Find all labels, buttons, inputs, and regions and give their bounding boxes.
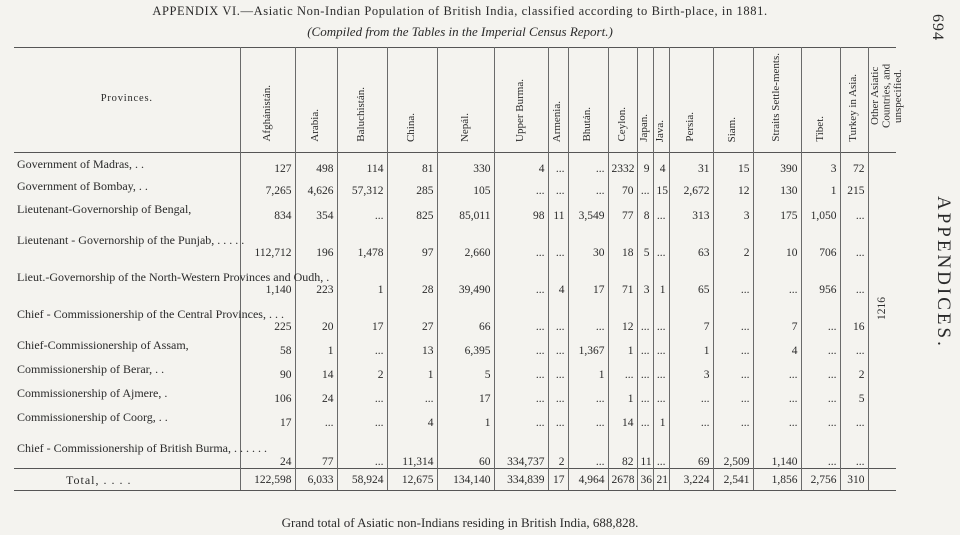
table-cell: ...: [753, 381, 801, 405]
table-cell: 6,395: [437, 333, 494, 357]
table-cell: 215: [840, 175, 868, 197]
table-cell: ...: [337, 333, 387, 357]
province-name: Government of Bombay, . .: [17, 178, 148, 193]
table-cell: 17: [240, 405, 295, 429]
table-cell: 7: [669, 296, 713, 333]
table-cell: 3: [637, 259, 653, 296]
table-cell: ...: [840, 333, 868, 357]
column-header: Nepál.: [437, 48, 494, 153]
table-cell: ...: [548, 175, 568, 197]
table-cell: 1: [653, 259, 669, 296]
table-row: [14, 357, 896, 381]
table-cell: 2: [713, 222, 753, 259]
page-title: APPENDIX VI.—Asiatic Non-Indian Population of British India, classified according to Birth-place, in 1881.: [152, 4, 768, 18]
table-cell: 1: [801, 175, 840, 197]
page-subtitle: (Compiled from the Tables in the Imperial Census Report.): [307, 24, 613, 39]
province-name: Commissionership of Berar, . .: [17, 361, 165, 376]
province-name: Commissionership of Ajmere, .: [17, 385, 168, 400]
table-cell: ...: [568, 153, 608, 175]
table-cell: 90: [240, 357, 295, 381]
table-cell: ...: [753, 357, 801, 381]
table-cell: ...: [568, 296, 608, 333]
table-cell: ...: [608, 357, 637, 381]
total-cell: 122,598: [240, 469, 295, 491]
table-cell: ...: [653, 197, 669, 222]
column-header: Persia.: [669, 48, 713, 153]
column-header: Upper Burma.: [494, 48, 548, 153]
table-cell: ...: [387, 381, 437, 405]
table-cell: 65: [669, 259, 713, 296]
table-cell: 15: [653, 175, 669, 197]
table-cell: ...: [840, 429, 868, 469]
table-cell: ...: [653, 222, 669, 259]
table-cell: 330: [437, 153, 494, 175]
table-cell: ...: [713, 381, 753, 405]
column-header: Ceylon.: [608, 48, 637, 153]
table-cell: 1,478: [337, 222, 387, 259]
provinces-header: Provinces.: [100, 92, 153, 104]
table-cell: 71: [608, 259, 637, 296]
table-cell: 31: [669, 153, 713, 175]
table-row: [14, 405, 896, 429]
table-cell: 14: [295, 357, 337, 381]
table-cell: 834: [240, 197, 295, 222]
table-cell: 11: [548, 197, 568, 222]
total-cell: 6,033: [295, 469, 337, 491]
table-cell: ...: [801, 381, 840, 405]
table-cell: ...: [840, 197, 868, 222]
other-countries-cell: 1216: [868, 153, 896, 469]
total-cell: 3,224: [669, 469, 713, 491]
table-cell: ...: [713, 296, 753, 333]
column-header: Other Asiatic Countries, and unspecified.: [868, 48, 896, 153]
table-cell: ...: [568, 175, 608, 197]
table-cell: 3: [669, 357, 713, 381]
table-cell: 14: [608, 405, 637, 429]
table-cell: 223: [295, 259, 337, 296]
table-cell: 2332: [608, 153, 637, 175]
table-cell: ...: [548, 405, 568, 429]
table-cell: 175: [753, 197, 801, 222]
table-cell: 81: [387, 153, 437, 175]
table-cell: 15: [713, 153, 753, 175]
page-number: 694: [929, 14, 946, 41]
table-cell: 98: [494, 197, 548, 222]
table-row: [14, 153, 896, 175]
table-cell: ...: [840, 259, 868, 296]
table-cell: 70: [608, 175, 637, 197]
province-name: Lieutenant-Governorship of Bengal,: [17, 202, 192, 216]
total-cell: 21: [653, 469, 669, 491]
table-cell: 9: [637, 153, 653, 175]
table-cell: 1: [568, 357, 608, 381]
province-name: Lieutenant - Governorship of the Punjab, . . . . .: [17, 233, 245, 247]
column-header: Afghánistán.: [240, 48, 295, 153]
total-cell: 334,839: [494, 469, 548, 491]
table-cell: 825: [387, 197, 437, 222]
table-cell: ...: [653, 296, 669, 333]
table-cell: 1: [387, 357, 437, 381]
table-cell: 11,314: [387, 429, 437, 469]
column-header: Turkey in Asia.: [840, 48, 868, 153]
table-cell: 5: [437, 357, 494, 381]
province-name: Chief - Commissionership of the Central Provinces, . . .: [17, 307, 284, 321]
table-cell: 114: [337, 153, 387, 175]
table-cell: ...: [801, 429, 840, 469]
table-cell: 3: [713, 197, 753, 222]
table-cell: ...: [653, 381, 669, 405]
total-row: [14, 469, 896, 491]
table-cell: ...: [653, 333, 669, 357]
table-row: [14, 429, 896, 469]
table-cell: 11: [637, 429, 653, 469]
header-row: [14, 48, 896, 153]
table-cell: ...: [548, 296, 568, 333]
column-header: Japan.: [637, 48, 653, 153]
column-header: China.: [387, 48, 437, 153]
table-cell: 4: [753, 333, 801, 357]
table-cell: 390: [753, 153, 801, 175]
table-cell: 2,672: [669, 175, 713, 197]
table-row: [14, 381, 896, 405]
table-cell: 1: [608, 333, 637, 357]
table-cell: ...: [637, 175, 653, 197]
table-cell: ...: [548, 357, 568, 381]
table-cell: 2: [337, 357, 387, 381]
table-cell: ...: [637, 357, 653, 381]
table-cell: 2: [548, 429, 568, 469]
table-cell: ...: [568, 381, 608, 405]
table-cell: 706: [801, 222, 840, 259]
table-cell: ...: [494, 333, 548, 357]
table-cell: 7: [753, 296, 801, 333]
table-cell: 77: [608, 197, 637, 222]
table-cell: 28: [387, 259, 437, 296]
total-label: Total, . . . .: [14, 469, 240, 491]
table-cell: 1,367: [568, 333, 608, 357]
table-row: [14, 222, 896, 259]
table-cell: 97: [387, 222, 437, 259]
table-cell: 106: [240, 381, 295, 405]
table-cell: 127: [240, 153, 295, 175]
table-cell: ...: [337, 381, 387, 405]
table-cell: ...: [337, 405, 387, 429]
total-cell: 17: [548, 469, 568, 491]
table-cell: 2,660: [437, 222, 494, 259]
table-cell: 2: [840, 357, 868, 381]
table-cell: 1: [608, 381, 637, 405]
table-cell: 66: [437, 296, 494, 333]
table-cell: ...: [568, 429, 608, 469]
table-cell: ...: [494, 405, 548, 429]
table-cell: ...: [548, 222, 568, 259]
table-cell: ...: [801, 333, 840, 357]
table-cell: ...: [840, 222, 868, 259]
table-cell: ...: [713, 405, 753, 429]
table-cell: 2,509: [713, 429, 753, 469]
total-cell: 4,964: [568, 469, 608, 491]
table-cell: 77: [295, 429, 337, 469]
table-cell: 5: [637, 222, 653, 259]
table-cell: ...: [653, 429, 669, 469]
table-cell: ...: [637, 296, 653, 333]
table-cell: ...: [637, 405, 653, 429]
table-cell: 10: [753, 222, 801, 259]
table-cell: 17: [568, 259, 608, 296]
table-row: [14, 333, 896, 357]
table-cell: ...: [801, 296, 840, 333]
table-cell: 58: [240, 333, 295, 357]
table-cell: 1: [337, 259, 387, 296]
table-cell: 60: [437, 429, 494, 469]
table-cell: ...: [494, 296, 548, 333]
table-cell: 57,312: [337, 175, 387, 197]
table-cell: ...: [669, 405, 713, 429]
table-row: [14, 175, 896, 197]
table-cell: ...: [713, 259, 753, 296]
table-cell: 1: [653, 405, 669, 429]
table-cell: 3: [801, 153, 840, 175]
column-header: Armenia.: [548, 48, 568, 153]
table-cell: 1: [295, 333, 337, 357]
table-cell: 7,265: [240, 175, 295, 197]
table-cell: 4: [653, 153, 669, 175]
table-cell: ...: [669, 381, 713, 405]
table-cell: 8: [637, 197, 653, 222]
column-header: Baluchistán.: [337, 48, 387, 153]
total-cell: 2,541: [713, 469, 753, 491]
table-cell: 3,549: [568, 197, 608, 222]
table-cell: 105: [437, 175, 494, 197]
table-cell: 27: [387, 296, 437, 333]
table-cell: 24: [295, 381, 337, 405]
table-cell: ...: [801, 357, 840, 381]
column-header: Arabia.: [295, 48, 337, 153]
table-cell: 4: [387, 405, 437, 429]
column-header: Straits Settle-ments.: [753, 48, 801, 153]
total-cell: 36: [637, 469, 653, 491]
total-cell: 12,675: [387, 469, 437, 491]
total-cell: 1,856: [753, 469, 801, 491]
footnote: Grand total of Asiatic non-Indians residing in British India, 688,828.: [281, 515, 639, 530]
column-header: Siam.: [713, 48, 753, 153]
table-cell: 498: [295, 153, 337, 175]
table-cell: ...: [494, 259, 548, 296]
table-cell: 1,050: [801, 197, 840, 222]
side-heading: APPENDICES.: [933, 196, 954, 349]
table-cell: ...: [548, 153, 568, 175]
table-cell: ...: [494, 381, 548, 405]
table-cell: 4,626: [295, 175, 337, 197]
table-cell: 334,737: [494, 429, 548, 469]
table-cell: ...: [713, 357, 753, 381]
table-cell: 225: [240, 296, 295, 333]
table-cell: ...: [337, 197, 387, 222]
table-cell: 285: [387, 175, 437, 197]
table-row: [14, 197, 896, 222]
table-cell: ...: [568, 405, 608, 429]
total-cell: 2678: [608, 469, 637, 491]
table-cell: 69: [669, 429, 713, 469]
table-cell: 63: [669, 222, 713, 259]
table-cell: 17: [437, 381, 494, 405]
table-cell: 30: [568, 222, 608, 259]
table-cell: 4: [494, 153, 548, 175]
table-cell: 196: [295, 222, 337, 259]
table-cell: ...: [494, 175, 548, 197]
table-cell: 1,140: [240, 259, 295, 296]
table-cell: 1: [669, 333, 713, 357]
table-cell: ...: [753, 405, 801, 429]
table-cell: ...: [840, 405, 868, 429]
table-cell: ...: [637, 381, 653, 405]
table-row: [14, 259, 896, 296]
province-name: Lieut.-Governorship of the North-Western Provinces and Oudh, .: [17, 270, 330, 284]
table-cell: 39,490: [437, 259, 494, 296]
table-cell: 130: [753, 175, 801, 197]
total-cell: 2,756: [801, 469, 840, 491]
total-cell: 134,140: [437, 469, 494, 491]
table-cell: ...: [637, 333, 653, 357]
table-cell: ...: [494, 222, 548, 259]
census-table: [14, 47, 904, 491]
table-cell: 85,011: [437, 197, 494, 222]
table-cell: 354: [295, 197, 337, 222]
table-cell: 17: [337, 296, 387, 333]
province-name: Government of Madras, . .: [17, 156, 144, 171]
table-cell: ...: [295, 405, 337, 429]
table-cell: ...: [713, 333, 753, 357]
table-cell: ...: [801, 405, 840, 429]
table-cell: ...: [494, 357, 548, 381]
column-header: Tibet.: [801, 48, 840, 153]
table-cell: 20: [295, 296, 337, 333]
table-cell: 16: [840, 296, 868, 333]
table-cell: ...: [337, 429, 387, 469]
table-cell: 956: [801, 259, 840, 296]
table-cell: 24: [240, 429, 295, 469]
table-cell: 13: [387, 333, 437, 357]
province-name: Chief-Commissionership of Assam,: [17, 337, 189, 352]
table-cell: 1: [437, 405, 494, 429]
table-cell: 82: [608, 429, 637, 469]
table-cell: 112,712: [240, 222, 295, 259]
table-cell: 18: [608, 222, 637, 259]
table-row: [14, 296, 896, 333]
table-cell: 313: [669, 197, 713, 222]
table-cell: 12: [608, 296, 637, 333]
table-cell: ...: [548, 381, 568, 405]
total-cell: 310: [840, 469, 868, 491]
table-cell: 4: [548, 259, 568, 296]
column-header: Bhután.: [568, 48, 608, 153]
table-cell: ...: [753, 259, 801, 296]
table-cell: 72: [840, 153, 868, 175]
total-cell: 58,924: [337, 469, 387, 491]
province-name: Chief - Commissionership of British Burma, . . . . . .: [17, 441, 267, 456]
total-other-cell: [868, 469, 896, 491]
table-cell: 1,140: [753, 429, 801, 469]
table-cell: 12: [713, 175, 753, 197]
province-name: Commissionership of Coorg, . .: [17, 409, 168, 424]
table-cell: 5: [840, 381, 868, 405]
table-cell: ...: [653, 357, 669, 381]
table-cell: ...: [548, 333, 568, 357]
column-header: Java.: [653, 48, 669, 153]
